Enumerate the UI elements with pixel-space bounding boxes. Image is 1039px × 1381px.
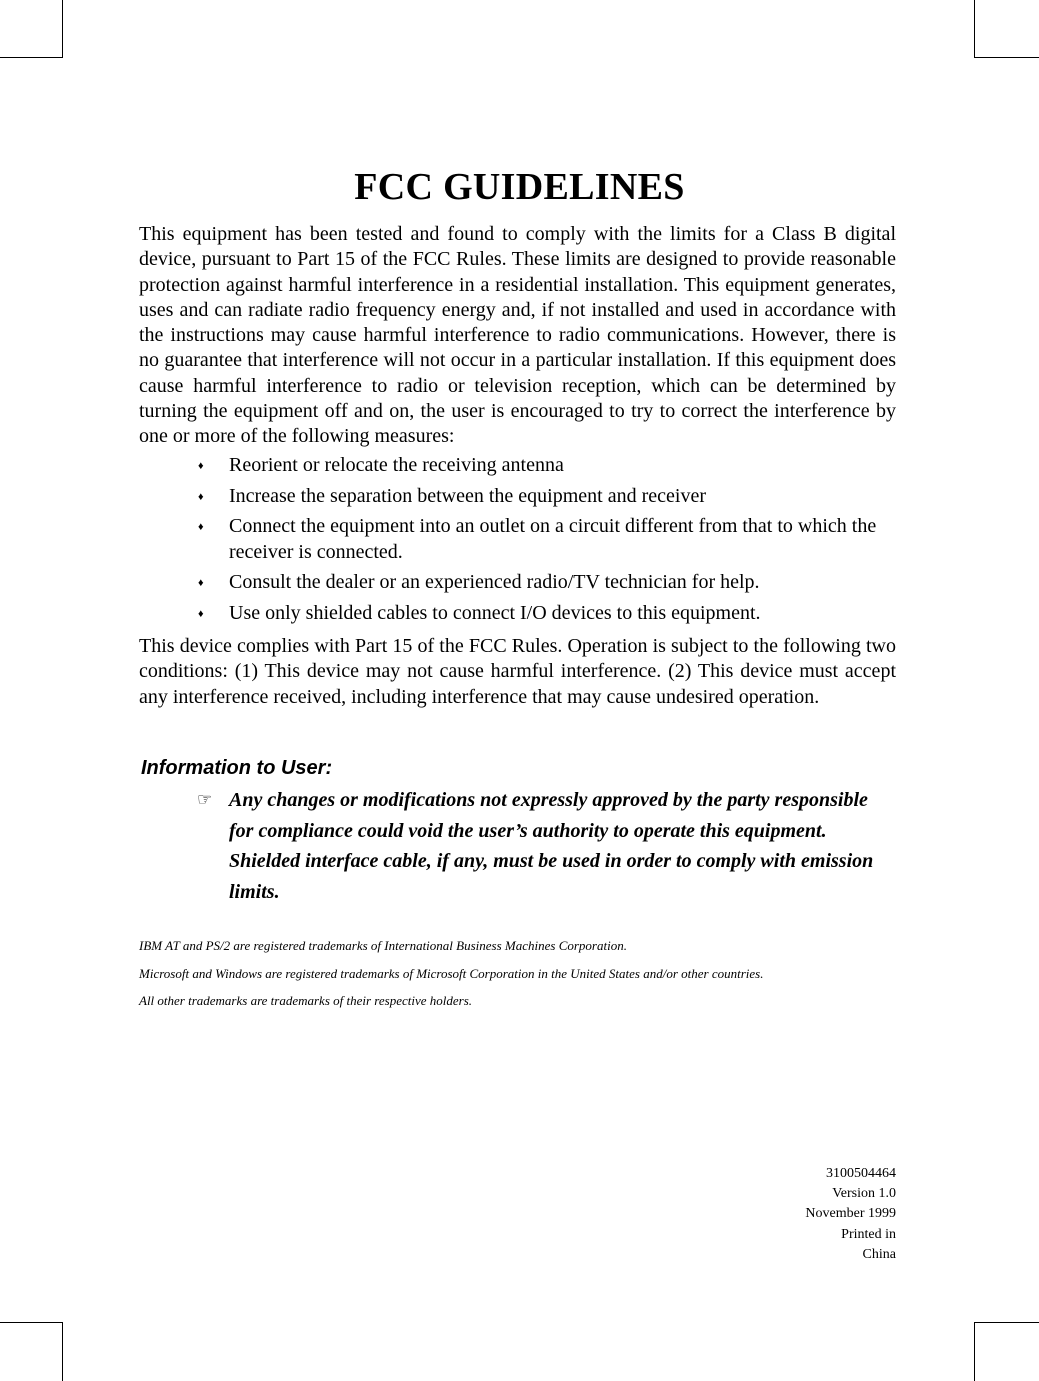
list-item [139, 514, 896, 565]
list-item-text: Use only shielded cables to connect I/O devices to this equipment. [229, 602, 761, 625]
crop-mark-bottom-left-horizontal [0, 1322, 63, 1323]
crop-mark-top-left-horizontal [0, 57, 63, 58]
list-item-text: Reorient or relocate the receiving antenna [229, 454, 564, 476]
info-heading: Information to User: [141, 757, 333, 779]
trademark-microsoft: Microsoft and Windows are registered trademarks of Microsoft Corporation in the United States and/or other countries. [139, 966, 764, 981]
printed-in-label: Printed in [841, 1226, 896, 1242]
compliance-paragraph: This device complies with Part 15 of the FCC Rules. Operation is subject to the following two conditions: (1) This device may not cause harmful interference. (2) This device must accept any interference received, including interference that may cause undesired operation. [139, 635, 896, 708]
intro-paragraph: This equipment has been tested and found to comply with the limits for a Class B digital device, pursuant to Part 15 of the FCC Rules. These limits are designed to provide reasonable protection against harmful interference in a residential installation. This equipment generates, uses and can radiate radio frequency energy and, if not installed and used in accordance with the instructions may cause harmful interference to radio communications. However, there is no guarantee that interference will not occur in a particular installation. If this equipment does cause harmful interference to radio or television reception, which can be determined by turning the equipment off and on, the user is encouraged to try to correct the interference by one or more of the following measures: [139, 223, 896, 448]
diamond-bullet-icon: ♦ [198, 608, 204, 621]
crop-mark-top-right-horizontal [974, 57, 1039, 58]
diamond-bullet-icon: ♦ [198, 577, 204, 590]
diamond-bullet-icon: ♦ [198, 490, 204, 503]
crop-mark-top-left-vertical [62, 0, 63, 58]
crop-mark-bottom-right-horizontal [974, 1322, 1039, 1323]
pointing-hand-icon: ☞ [197, 790, 213, 809]
crop-mark-bottom-left-vertical [62, 1322, 63, 1381]
notice-text: Any changes or modifications not expressly approved by the party responsible for compliance could void the user’s authority to operate this equipment. Shielded interface cable, if any, must be used in order to comply with emission limits. [229, 789, 874, 904]
diamond-bullet-icon: ♦ [198, 521, 204, 534]
crop-mark-top-right-vertical [974, 0, 975, 58]
user-notice [139, 785, 896, 908]
part-number: 3100504464 [826, 1166, 896, 1181]
page-title: FCC GUIDELINES [354, 166, 685, 208]
document-info [805, 1164, 896, 1265]
trademark-other: All other trademarks are trademarks of their respective holders. [139, 993, 473, 1008]
list-item [139, 453, 896, 478]
trademark-ibm: IBM AT and PS/2 are registered trademarks of International Business Machines Corporation. [139, 938, 627, 953]
list-item-text: Connect the equipment into an outlet on a circuit different from that to which the receiver is connected. [229, 515, 877, 563]
list-item [139, 601, 896, 626]
list-item-text: Consult the dealer or an experienced radio/TV technician for help. [229, 571, 760, 594]
list-item [139, 570, 896, 595]
diamond-bullet-icon: ♦ [198, 460, 204, 472]
list-item-text: Increase the separation between the equipment and receiver [229, 484, 706, 507]
list-item [139, 484, 896, 509]
publish-date: November 1999 [805, 1206, 896, 1222]
crop-mark-bottom-right-vertical [974, 1322, 975, 1381]
country: China [862, 1246, 896, 1262]
version: Version 1.0 [832, 1186, 896, 1202]
measures-list [139, 453, 896, 632]
